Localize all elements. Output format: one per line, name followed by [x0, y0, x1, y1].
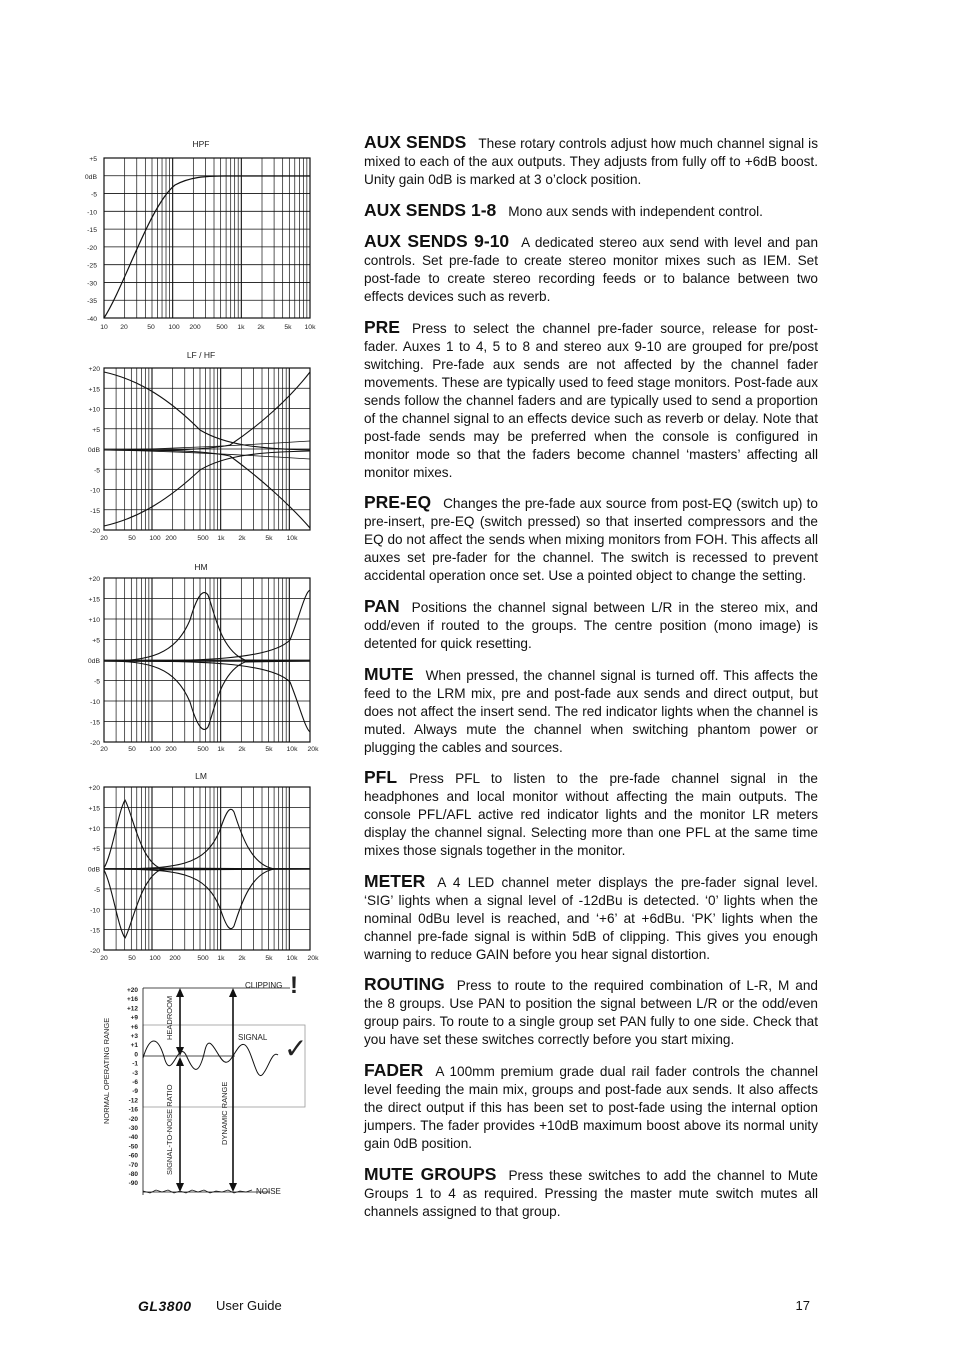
range-level-label: -9	[132, 1088, 138, 1096]
lfhf-ytick: +10	[88, 406, 100, 414]
headroom-label: HEADROOM	[165, 995, 174, 1040]
hpf-ytick: -40	[87, 316, 97, 323]
hm-xtick: 5k	[265, 746, 273, 753]
lm-xtick: 10k	[286, 955, 298, 962]
hpf-frame	[104, 158, 310, 318]
lfhf-xtick: 200	[165, 535, 177, 542]
section-body: Press to route to the required combination of L-R, M and the 8 groups. Use PAN to position the signal between L/R or the odd/even group pairs. To route to a single group set PAN fully to one side. Check that you have set these switches correctly before you start mixing.	[364, 978, 818, 1048]
range-level-label: -1	[132, 1060, 138, 1068]
section-body: Mono aux sends with independent control.	[508, 203, 763, 219]
clipping-label: CLIPPING	[245, 981, 283, 990]
section-heading: FADER	[364, 1059, 424, 1080]
hpf-ytick: +5	[89, 156, 97, 163]
hpf-xtick: 2k	[257, 324, 265, 331]
lm-ytick: +5	[92, 846, 100, 854]
hm-chart	[88, 562, 319, 753]
range-level-label: -16	[128, 1106, 138, 1114]
lfhf-ytick: 0dB	[87, 447, 100, 454]
lfhf-ytick: -5	[93, 467, 100, 475]
range-level-label: +16	[126, 996, 138, 1004]
section-heading: PRE	[364, 316, 400, 337]
hpf-xtick: 10k	[304, 324, 316, 331]
hpf-xtick: 10	[100, 324, 108, 331]
lm-ytick: -15	[90, 927, 100, 935]
lm-chart	[88, 771, 319, 962]
section-aux-sends-1-8	[364, 201, 818, 221]
lfhf-xtick: 2k	[238, 535, 246, 542]
section-body: When pressed, the channel signal is turned off. This affects the feed to the LRM mix, pre and post-fade aux sends and direct output, but does not affect the insert send. The red indicator lights when the channel is muted. Always mute the channel when switching phantom power or plugging the cables and sources.	[364, 667, 818, 755]
hm-xtick: 20	[100, 746, 108, 753]
hm-xtick: 20k	[307, 746, 319, 753]
section-heading: AUX SENDS 1-8	[364, 199, 497, 220]
section-body: These rotary controls adjust how much channel signal is mixed to each of the aux outputs. They adjusts from fully off to +6dB boost. Unity gain 0dB is marked at 3 o’clock position.	[364, 136, 818, 187]
section-body: A dedicated stereo aux send with level and pan controls. Set pre-fade to create stereo monitor mixes such as IEM. Set post-fade to create stereo recording feeds or to balance between two effects devices such as reverb.	[364, 235, 819, 305]
hm-ytick: -15	[90, 719, 100, 727]
hpf-ytick: -35	[87, 298, 97, 306]
page-number: 17	[795, 1298, 810, 1313]
text-sections	[364, 133, 818, 1232]
hpf-ytick: -20	[87, 244, 97, 252]
lfhf-ytick: +15	[88, 386, 100, 394]
lm-ytick: 0dB	[87, 866, 100, 874]
range-level-label: -60	[128, 1152, 138, 1160]
page-footer	[138, 1297, 818, 1317]
lfhf-ytick: +5	[92, 426, 100, 434]
hpf-xtick: 50	[147, 324, 155, 331]
range-level-label: -12	[128, 1097, 138, 1105]
dynamic-range-label: DYNAMIC RANGE	[220, 1081, 229, 1145]
hpf-ytick: -10	[87, 209, 97, 217]
lfhf-curves	[104, 372, 310, 528]
range-level-label: -20	[128, 1115, 138, 1123]
dr-arrowhead-bottom	[229, 1183, 237, 1192]
range-level-label: +1	[130, 1042, 138, 1050]
lm-xtick: 20	[100, 955, 108, 962]
section-heading: PAN	[364, 595, 400, 616]
hpf-title: HPF	[192, 139, 210, 149]
lfhf-title: LF / HF	[186, 350, 216, 360]
section-body: Changes the pre-fade aux source from post-EQ (switch up) to pre-insert, pre-EQ (switch pressed) so that inserted compressors and the EQ do not affect the sends when mixing monitors from FOH. This affects all auxes set pre-fader for the channel. The switch is recessed to prevent accidental operation once set. Use a pointed object to change the setting.	[364, 496, 818, 584]
lm-xtick: 500	[197, 955, 209, 962]
lm-xtick: 5k	[265, 955, 273, 962]
hm-xtick: 50	[128, 746, 136, 753]
range-level-label: 0	[134, 1051, 138, 1059]
lm-xtick: 20k	[307, 955, 319, 962]
lfhf-ytick: -20	[90, 528, 100, 535]
section-mute-groups	[364, 1165, 818, 1221]
lfhf-xtick: 5k	[265, 535, 273, 542]
section-fader	[364, 1061, 818, 1153]
dr-arrowhead-top	[229, 988, 237, 997]
hm-ytick: -5	[93, 678, 100, 686]
range-level-label: -90	[128, 1180, 138, 1188]
gl3800-logo: GL3800	[138, 1298, 192, 1314]
hm-xtick: 100	[149, 746, 161, 753]
section-heading: METER	[364, 870, 426, 891]
range-level-label: -30	[128, 1125, 138, 1132]
hpf-ytick: -5	[90, 191, 97, 199]
lm-ytick: -20	[90, 948, 100, 955]
lm-xtick: 2k	[238, 955, 246, 962]
noise-label: NOISE	[256, 1187, 281, 1196]
section-heading: MUTE	[364, 663, 414, 684]
section-heading: PRE-EQ	[364, 492, 432, 513]
range-level-label: -40	[128, 1134, 138, 1142]
hpf-xtick: 1k	[237, 324, 245, 331]
hpf-xtick: 100	[168, 324, 180, 331]
section-heading: MUTE GROUPS	[364, 1163, 497, 1184]
lm-ytick: -10	[90, 907, 100, 915]
hm-xtick: 10k	[286, 746, 298, 753]
lm-ytick: -5	[93, 886, 100, 894]
eq-charts-column	[0, 0, 340, 1351]
snr-arrowhead-top	[176, 1057, 184, 1066]
lfhf-xtick: 500	[197, 535, 209, 542]
hpf-ytick: -30	[87, 280, 97, 288]
hm-xtick: 2k	[238, 746, 246, 753]
hm-ytick: +20	[88, 576, 100, 583]
section-aux-sends	[364, 133, 818, 189]
footer-label: User Guide	[216, 1298, 282, 1313]
section-meter	[364, 872, 818, 964]
lfhf-xtick: 20	[100, 535, 108, 542]
range-level-label: -6	[132, 1079, 138, 1086]
hpf-ytick: -15	[87, 227, 97, 235]
lfhf-xtick: 50	[128, 535, 136, 542]
hm-ytick: -20	[90, 740, 100, 747]
section-body: Press these switches to add the channel to Mute Groups 1 to 4 as required. Pressing the master mute switch mutes all channels assigned to that group.	[364, 1167, 818, 1219]
hm-ytick: +15	[88, 596, 100, 604]
section-heading: AUX SENDS 9-10	[364, 231, 510, 252]
hpf-chart	[85, 139, 316, 331]
section-pan	[364, 597, 818, 653]
section-pre-eq	[364, 493, 818, 585]
section-pre	[364, 318, 818, 482]
hpf-ytick: 0dB	[84, 173, 97, 181]
range-level-label: -3	[132, 1069, 138, 1077]
lm-ytick: +20	[88, 785, 100, 792]
snr-label: SIGNAL-TO-NOISE RATIO	[165, 1084, 174, 1175]
hm-curves	[104, 590, 310, 732]
section-heading: ROUTING	[364, 974, 445, 995]
range-level-label: -80	[128, 1171, 138, 1178]
lfhf-ytick: -10	[90, 487, 100, 495]
snr-arrowhead-bottom	[176, 1183, 184, 1192]
range-level-label: +6	[130, 1023, 138, 1031]
hm-title: HM	[194, 562, 208, 572]
lm-curves	[104, 800, 310, 938]
range-level-label: -70	[128, 1161, 138, 1169]
signal-waveform	[143, 1041, 278, 1076]
section-pfl	[364, 768, 818, 860]
hm-ytick: +10	[88, 617, 100, 624]
section-body: Positions the channel signal between L/R in the stereo mix, and odd/even if routed to the groups. The centre position (mono image) is detented for quick resetting.	[364, 599, 818, 651]
section-aux-sends-9-10	[364, 232, 818, 306]
lm-xtick: 100	[149, 955, 161, 962]
section-heading: PFL	[364, 767, 398, 788]
hm-xtick: 500	[197, 746, 209, 753]
lm-ytick: +15	[88, 805, 100, 813]
hpf-xtick: 200	[189, 324, 201, 331]
check-mark: ✓	[284, 1033, 308, 1064]
hm-ytick: 0dB	[87, 658, 100, 665]
lm-xtick: 200	[169, 955, 181, 962]
range-level-label: +20	[126, 987, 138, 994]
operating-range-diagram	[102, 972, 307, 1196]
hpf-ytick: -25	[87, 262, 97, 270]
lfhf-ytick: +20	[88, 366, 100, 373]
section-routing	[364, 975, 818, 1049]
range-level-label: +9	[130, 1014, 138, 1022]
section-body: Press to select the channel pre-fader source, release for post-fader. Auxes 1 to 4, 5 to 8 and stereo aux 9-10 are grouped for pre/post switching. Pre-fade aux sends are not affected by the channel fader movements. These are typically used to feed stage monitors. Post-fade aux sends follow the channel faders and are typically used to send a proportion of the channel signal to an effects device such as reverb or delay. Note that post-fade sends may be preferred when the console is configured in monitor mode so that the faders become channel ‘masters’ affecting all monitor mixes.	[364, 320, 818, 480]
lfhf-xtick: 10k	[286, 535, 298, 542]
section-body: Press PFL to listen to the pre-fade channel signal in the headphones and local monitor without affecting the main outputs. The console PFL/AFL active red indicator lights and the monitor LR meters display the channel signal. Selecting more than one PFL at the same time mixes those signals together in the monitor.	[364, 771, 818, 859]
lm-title: LM	[195, 771, 207, 781]
section-body: A 4 LED channel meter displays the pre-fader signal level. ‘SIG’ lights when a signal level of -12dBu is detected. ‘0’ lights when the nominal 0dBu level is reached, and ‘+6’ at +6dBu. ‘PK’ lights when the channel pre-fade signal is within 5dB of clipping. This gives you enough warning to reduce GAIN before you hear signal distortion.	[364, 874, 818, 962]
headroom-arrowhead-top	[176, 988, 184, 997]
noise-floor-trace	[143, 1190, 252, 1193]
warning-mark: !	[290, 972, 298, 999]
range-level-label: -50	[128, 1143, 138, 1151]
hm-xtick: 200	[165, 746, 177, 753]
lm-xtick: 50	[128, 955, 136, 962]
hpf-xtick: 500	[216, 324, 228, 331]
hm-ytick: -10	[90, 699, 100, 706]
section-body: A 100mm premium grade dual rail fader controls the channel level feeding the main mix, groups and post-fade aux sends. It also affects the direct output if this has been set to post-fade using the internal option jumpers. The fader provides +10dB maximum boost above its normal unity gain 0dB position.	[364, 1063, 818, 1151]
lfhf-ytick: -15	[90, 507, 100, 515]
range-level-label: +3	[130, 1033, 138, 1040]
normal-range-label: NORMAL OPERATING RANGE	[102, 1017, 111, 1124]
range-level-label: +12	[126, 1005, 138, 1013]
section-heading: AUX SENDS	[364, 132, 467, 152]
hpf-xtick: 20	[120, 324, 128, 331]
lfhf-xtick: 100	[149, 535, 161, 542]
hm-xtick: 1k	[217, 746, 225, 753]
lfhf-chart	[88, 350, 310, 542]
hpf-xtick: 5k	[284, 324, 292, 331]
signal-label: SIGNAL	[238, 1033, 268, 1042]
lm-ytick: +10	[88, 825, 100, 833]
section-mute	[364, 665, 818, 757]
lm-xtick: 1k	[217, 955, 225, 962]
lfhf-xtick: 1k	[217, 535, 225, 542]
hm-ytick: +5	[92, 637, 100, 645]
